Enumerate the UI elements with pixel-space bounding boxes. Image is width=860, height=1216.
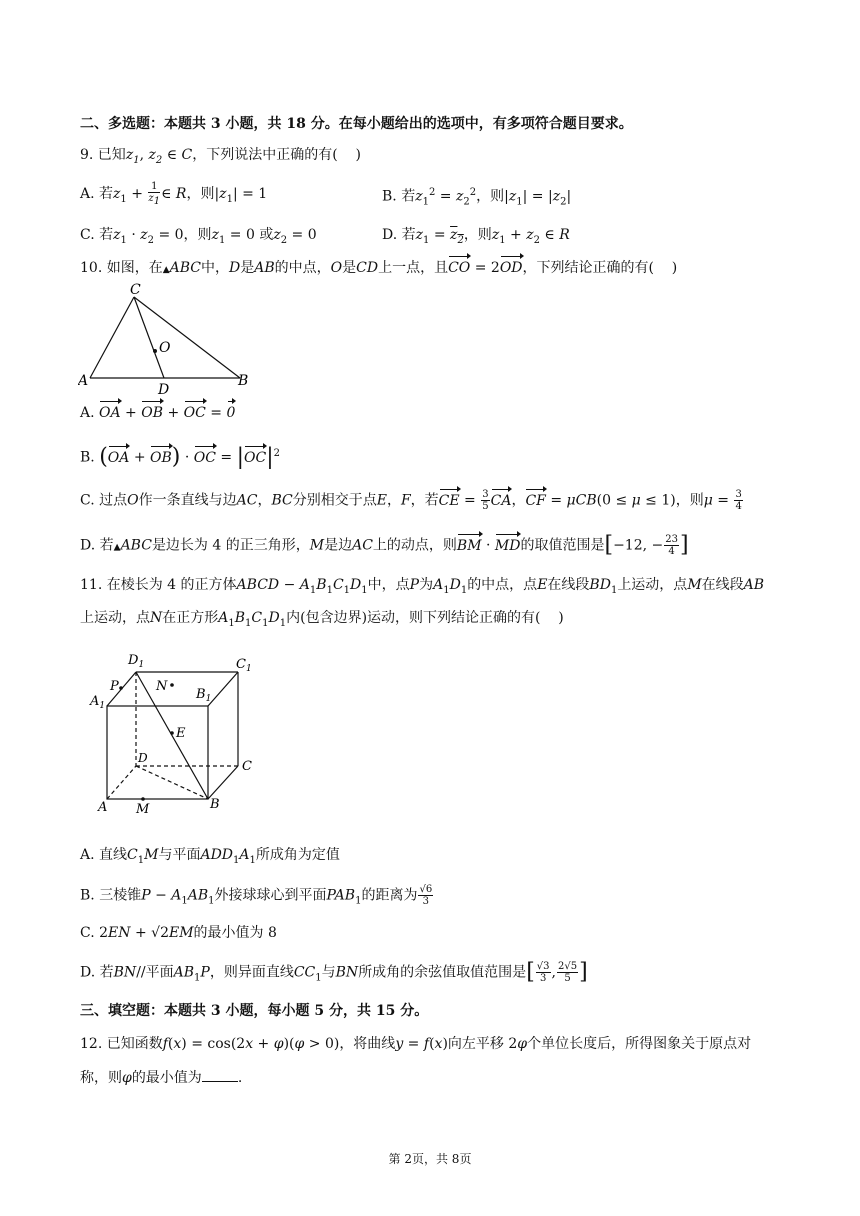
section-3-heading: 三、填空题：本题共 3 小题，每小题 5 分，共 15 分。 — [80, 1003, 429, 1019]
q11-stem-line2: 上运动，点N在正方形$A_1B_1C_1D_1$内(包含边界)运动，则下列结论正确的有( ) — [80, 610, 564, 629]
q9-option-d: D. 若$z_1 = z_2$，则$z_1 + z_2$ ∈ R — [382, 227, 570, 246]
q10-triangle-figure — [78, 280, 258, 398]
page-footer: 第 2页，共 8页 — [388, 1152, 472, 1166]
q11-label-m: M — [136, 802, 150, 817]
q11-label-d: D — [138, 751, 148, 765]
q9-option-a: A. 若$z_1$ + $\frac{1}{z_1}$ ∈ R，则$|z_1| = 1$ — [80, 181, 268, 207]
q11-option-c: C. 2EN + √2EM的最小值为 8 — [80, 925, 277, 941]
q11-option-d: D. 若BN//平面$AB_1P$，则异面直线$CC_1$与BN所成角的余弦值取值范围是[ $\frac{√3}{3}$ , $\frac{2√5}{5}$ ] — [80, 959, 588, 985]
q11-point-m — [141, 797, 145, 801]
q12-line1: 12. 已知函数f(x) = cos(2x + φ)(φ > 0)，将曲线y = f(x)向左平移 2φ个单位长度后，所得图象关于原点对 — [80, 1036, 752, 1052]
q11-label-e: E — [176, 726, 186, 741]
q10-side-cb — [134, 297, 240, 378]
q11-label-p: P — [110, 679, 119, 694]
q10-option-d: D. 若▲ABC是边长为 4 的正三角形，M是边AC上的动点，则BM · MD的取值范围是[−12, − $\frac{23}{4}$ ] — [80, 532, 689, 558]
q11-point-n — [170, 683, 174, 687]
q10-point-o — [153, 349, 157, 353]
q11-option-a: A. 直线$C_1M$与平面$ADD_1A_1$所成角为定值 — [80, 847, 340, 866]
q9-option-c: C. 若$z_1 \cdot z_2 = 0$，则$z_1 = 0$ 或$z_2 = 0$ — [80, 227, 317, 246]
q11-edge-db — [136, 766, 208, 799]
q11-label-b1: $B_1$ — [196, 687, 212, 704]
q11-option-b: B. 三棱锥$P - A_1AB_1$外接球球心到平面$PAB_1$的距离为 $\frac{√6}{3}$ — [80, 884, 433, 907]
q11-label-a1: $A_1$ — [90, 694, 106, 711]
q11-label-c: C — [242, 759, 252, 774]
q10-side-ca — [90, 297, 134, 378]
q11-edge-bc — [208, 766, 238, 799]
q10-stem: 10. 如图，在▲ABC中，D是AB的中点，O是CD上一点，且CO = 2OD，下列结论正确的有( ) — [80, 260, 678, 276]
q12-line2: 称，则φ的最小值为 . — [80, 1070, 243, 1086]
q11-point-e — [170, 731, 174, 735]
q10-option-a: A. OA + OB + OC = 0 — [80, 405, 236, 421]
q10-label-c: C — [130, 282, 141, 298]
q9-stem: 9. 已知$z_1$, $z_2$ ∈ C，下列说法中正确的有( ) — [80, 147, 361, 166]
q11-label-b: B — [210, 797, 220, 812]
q11-label-c1: $C_1$ — [236, 657, 252, 674]
q9-option-b: B. 若$z_1^2 = z_2^2$，则$|z_1| = |z_2|$ — [382, 187, 572, 208]
q10-label-o: O — [159, 340, 171, 356]
q10-option-b: B. (OA + OB) · OC = $|OC|^2$ — [80, 444, 281, 470]
q11-edge-b1c1 — [208, 672, 238, 706]
q10-label-a: A — [78, 373, 89, 389]
q11-point-p — [119, 686, 123, 690]
q11-label-d1: $D_1$ — [128, 653, 145, 670]
q10-option-c: C. 过点O作一条直线与边AC，BC分别相交于点E，F，若CE = $\frac{3}{5}$ CA，CF = μCB(0 ≤ μ ≤ 1)，则μ = $\frac{3}{4}$ — [80, 489, 742, 512]
q11-label-n: N — [156, 679, 168, 694]
q11-front-face — [107, 706, 208, 799]
section-2-heading: 二、多选题：本题共 3 小题，共 18 分。在每小题给出的选项中，有多项符合题目要求。 — [80, 116, 633, 132]
q10-label-b: B — [238, 373, 249, 389]
q10-label-d: D — [158, 382, 170, 398]
q11-stem-line1: 11. 在棱长为 4 的正方体ABCD − $A_1B_1C_1D_1$中，点P为$A_1D_1$的中点，点E在线段$BD_1$上运动，点M在线段AB — [80, 577, 765, 596]
answer-blank — [202, 1069, 238, 1082]
q11-edge-ad — [107, 766, 136, 799]
q11-label-a: A — [98, 800, 108, 815]
q11-cube-figure — [86, 648, 266, 820]
